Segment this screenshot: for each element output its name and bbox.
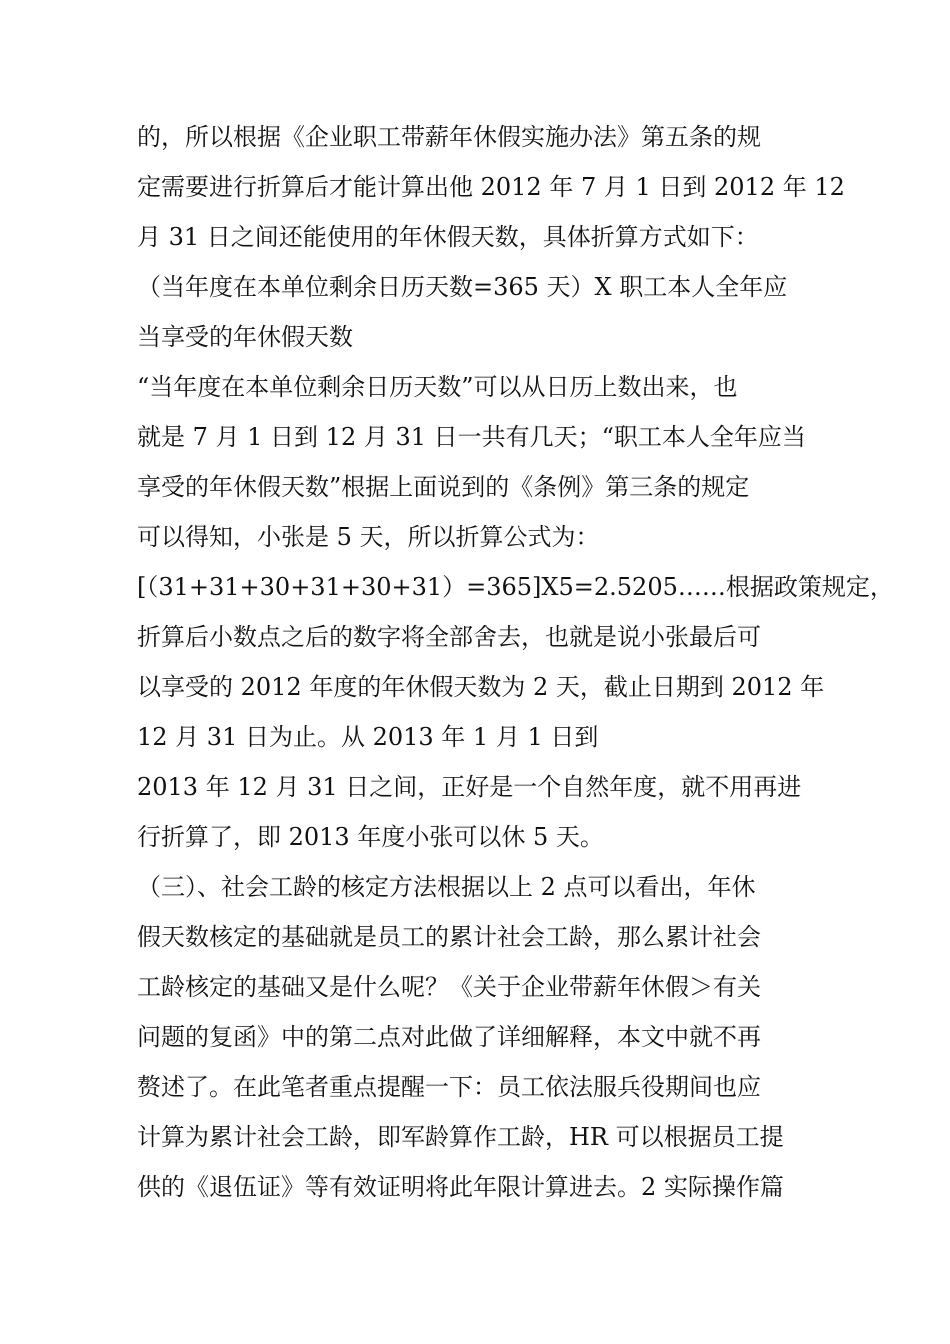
text-line: 假天数核定的基础就是员工的累计社会工龄，那么累计社会 [137,923,761,951]
text-line: （当年度在本单位剩余日历天数=365 天）X 职工本人全年应 [137,273,788,301]
text-line: 以享受的 2012 年度的年休假天数为 2 天，截止日期到 2012 年 [137,673,825,701]
text-line: 2013 年 12 月 31 日之间，正好是一个自然年度，就不用再进 [137,773,802,801]
text-line: 供的《退伍证》等有效证明将此年限计算进去。2 实际操作篇 [137,1173,784,1201]
text-line: 月 31 日之间还能使用的年休假天数，具体折算方式如下： [137,223,759,251]
text-line: 工龄核定的基础又是什么呢？《关于企业带薪年休假＞有关 [137,973,761,1001]
text-line: 就是 7 月 1 日到 12 月 31 日一共有几天；“职工本人全年应当 [137,423,806,451]
text-line: 享受的年休假天数”根据上面说到的《条例》第三条的规定 [137,473,750,501]
text-line: 定需要进行折算后才能计算出他 2012 年 7 月 1 日到 2012 年 12 [137,173,845,201]
text-line: 折算后小数点之后的数字将全部舍去，也就是说小张最后可 [137,623,761,651]
text-line: 当享受的年休假天数 [137,323,353,351]
text-line: 赘述了。在此笔者重点提醒一下：员工依法服兵役期间也应 [137,1073,761,1101]
text-line: 问题的复函》中的第二点对此做了详细解释，本文中就不再 [137,1023,761,1051]
text-line: 行折算了，即 2013 年度小张可以休 5 天。 [137,823,604,851]
document-body-text [137,112,894,1212]
text-line: [（31+31+30+31+30+31）=365]X5=2.5205……根据政策规定， [137,573,894,601]
text-line: 12 月 31 日为止。从 2013 年 1 月 1 日到 [137,723,599,751]
text-line: 可以得知，小张是 5 天，所以折算公式为： [137,523,600,551]
text-line: （三）、社会工龄的核定方法根据以上 2 点可以看出，年休 [137,873,756,901]
text-line: 计算为累计社会工龄，即军龄算作工龄，HR 可以根据员工提 [137,1123,784,1151]
text-line: “当年度在本单位剩余日历天数”可以从日历上数出来，也 [137,373,738,401]
text-line: 的，所以根据《企业职工带薪年休假实施办法》第五条的规 [137,123,761,151]
